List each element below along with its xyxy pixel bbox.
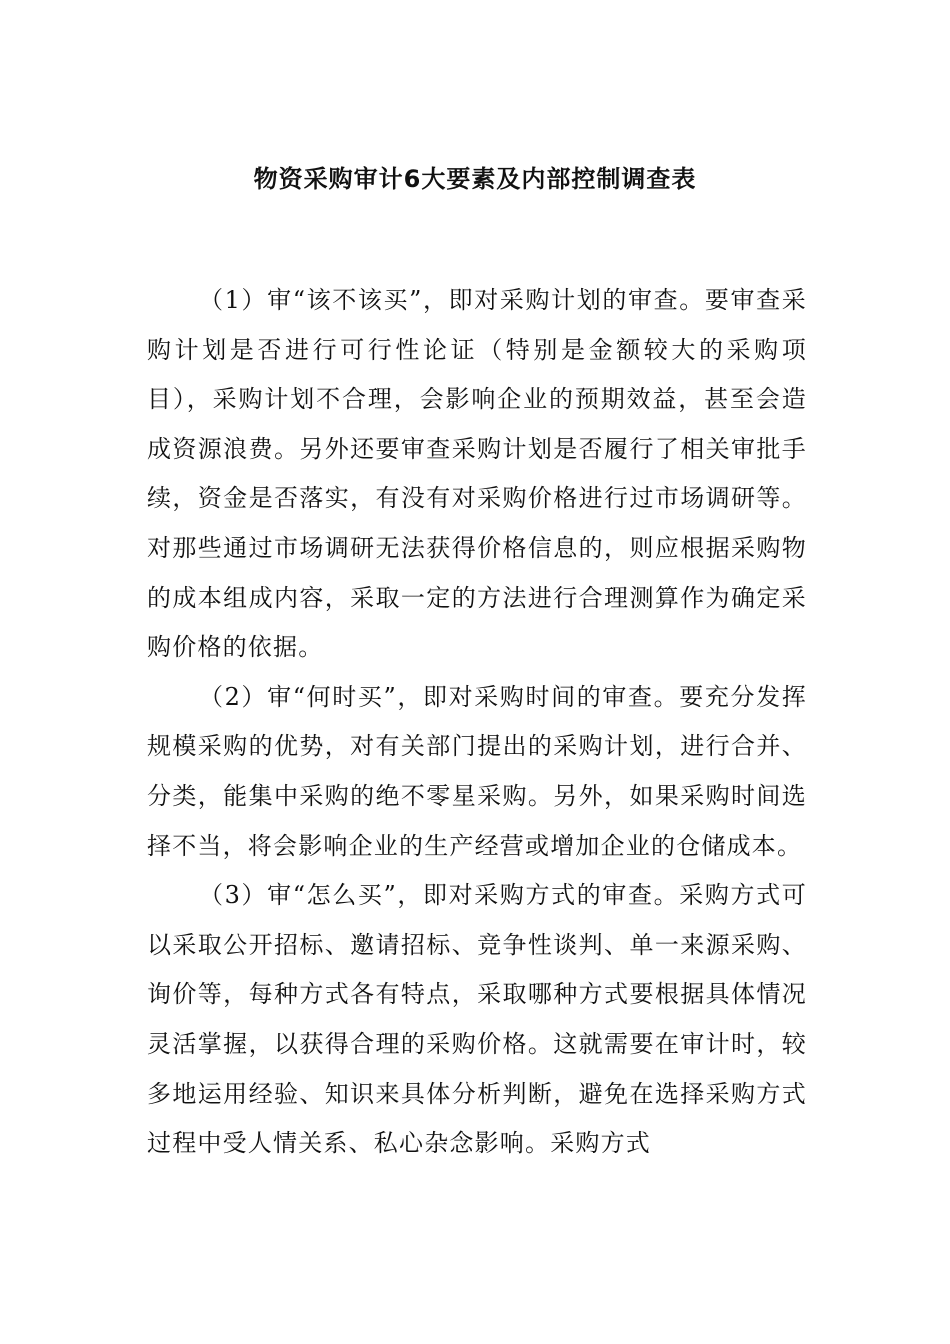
document-title: 物资采购审计6大要素及内部控制调查表 xyxy=(253,165,697,193)
document-body xyxy=(147,276,807,1169)
paragraph-2: （2）审“何时买”，即对采购时间的审查。要充分发挥规模采购的优势，对有关部门提出的采购计划，进行合并、分类，能集中采购的绝不零星采购。另外，如果采购时间选择不当，将会影响企业的生产经营或增加企业的仓储成本。 xyxy=(147,682,807,860)
paragraph-1: （1）审“该不该买”，即对采购计划的审查。要审查采购计划是否进行可行性论证（特别是金额较大的采购项目），采购计划不合理，会影响企业的预期效益，甚至会造成资源浪费。另外还要审查采购计划是否履行了相关审批手续，资金是否落实，有没有对采购价格进行过市场调研等。对那些通过市场调研无法获得价格信息的，则应根据采购物的成本组成内容，采取一定的方法进行合理测算作为确定采购价格的依据。 xyxy=(147,286,807,662)
paragraph-3: （3）审“怎么买”，即对采购方式的审查。采购方式可以采取公开招标、邀请招标、竞争性谈判、单一来源采购、询价等，每种方式各有特点，采取哪种方式要根据具体情况灵活掌握，以获得合理的采购价格。这就需要在审计时，较多地运用经验、知识来具体分析判断，避免在选择采购方式过程中受人情关系、私心杂念影响。采购方式 xyxy=(147,881,807,1158)
